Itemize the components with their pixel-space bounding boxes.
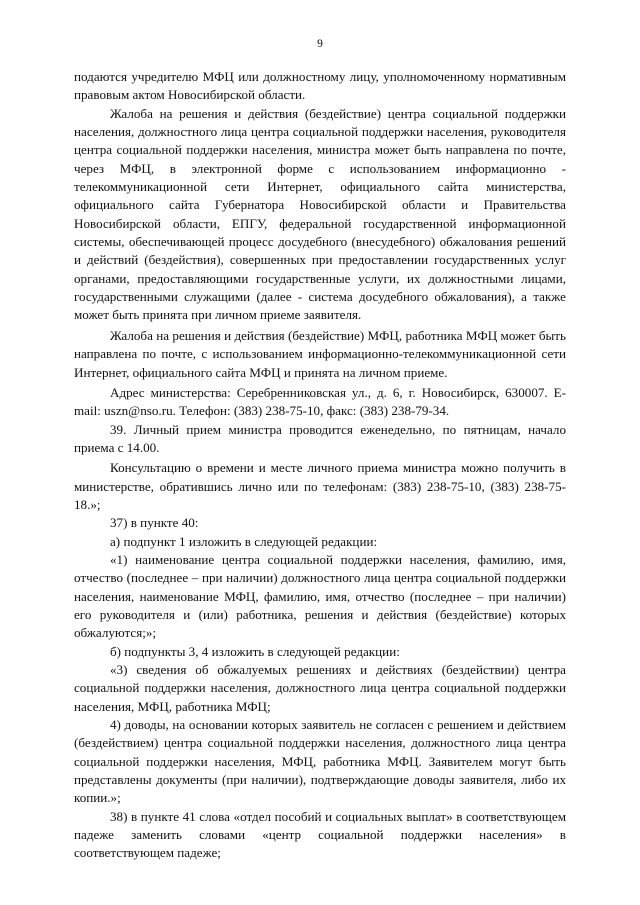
- paragraph-4: 39. Личный прием министра проводится еженедельно, по пятницам, начало приема с 14.00.: [74, 421, 566, 455]
- document-body: [74, 68, 566, 863]
- paragraph-3: Адрес министерства: Серебренниковская ул., д. 6, г. Новосибирск, 630007. E-mail: uszn@nso.ru. Телефон: (383) 238-75-10, факс: (383) 238-79-34.: [74, 384, 566, 419]
- paragraph-7: а) подпункт 1 изложить в следующей редакции:: [110, 533, 378, 549]
- paragraph-5: Консультацию о времени и месте личного приема министра можно получить в министерстве, обратившись лично или по телефонам: (383) 238-75-10, (383) 238-75-18.»;: [74, 460, 566, 512]
- paragraph-0: подаются учредителю МФЦ или должностному лицу, уполномоченному нормативным правовым актом Новосибирской области.: [74, 69, 566, 103]
- paragraph-6: 37) в пункте 40:: [110, 515, 199, 531]
- page-number: 9: [317, 38, 323, 50]
- paragraph-1: Жалоба на решения и действия (бездействие) центра социальной поддержки населения, должностного лица центра социальной поддержки населения, руководителя центра социальной поддержки населения, министра может быть направлена по почте, через МФЦ, в электронной форме с использованием информационно - телекоммуникационной сети Интернет, официального сайта министерства, официального сайта Губернатора Новосибирской области и Правительства Новосибирской области, ЕПГУ, федеральной государственной информационной системы, обеспечивающей процесс досудебного (внесудебного) обжалования решений и действий (бездействия), совершенных при предоставлении государственных услуг органами, предоставляющими государственные услуги, их должностными лицами, государственными служащими (далее - система досудебного обжалования), а также может быть принята при личном приеме заявителя.: [74, 105, 566, 323]
- paragraph-9: б) подпункты 3, 4 изложить в следующей редакции:: [110, 643, 400, 659]
- paragraph-11: 4) доводы, на основании которых заявитель не согласен с решением и действием (бездействием) центра социальной поддержки населения, должностного лица центра социальной поддержки населения, МФЦ, работника МФЦ. Заявителем могут быть представлены документы (при наличии), подтверждающие доводы заявителя, либо их копии.»;: [74, 717, 566, 806]
- paragraph-12: 38) в пункте 41 слова «отдел пособий и социальных выплат» в соответствующем падеже заменить словами «центр социальной поддержки населения» в соответствующем падеже;: [74, 808, 566, 861]
- paragraph-2: Жалоба на решения и действия (бездействие) МФЦ, работника МФЦ может быть направлена по почте, с использованием информационно-телекоммуникационной сети Интернет, официального сайта МФЦ и принята на личном приеме.: [74, 327, 566, 380]
- paragraph-10: «3) сведения об обжалуемых решениях и действиях (бездействии) центра социальной поддержки населения, должностного лица центра социальной поддержки населения, МФЦ, работника МФЦ;: [74, 662, 566, 714]
- paragraph-8: «1) наименование центра социальной поддержки населения, фамилию, имя, отчество (последнее – при наличии) должностного лица центра социальной поддержки населения, наименование МФЦ, фамилию, имя, отчество (последнее – при наличии) его руководителя и (или) работника, решения и действия (бездействие) которых обжалуются;»;: [74, 551, 566, 641]
